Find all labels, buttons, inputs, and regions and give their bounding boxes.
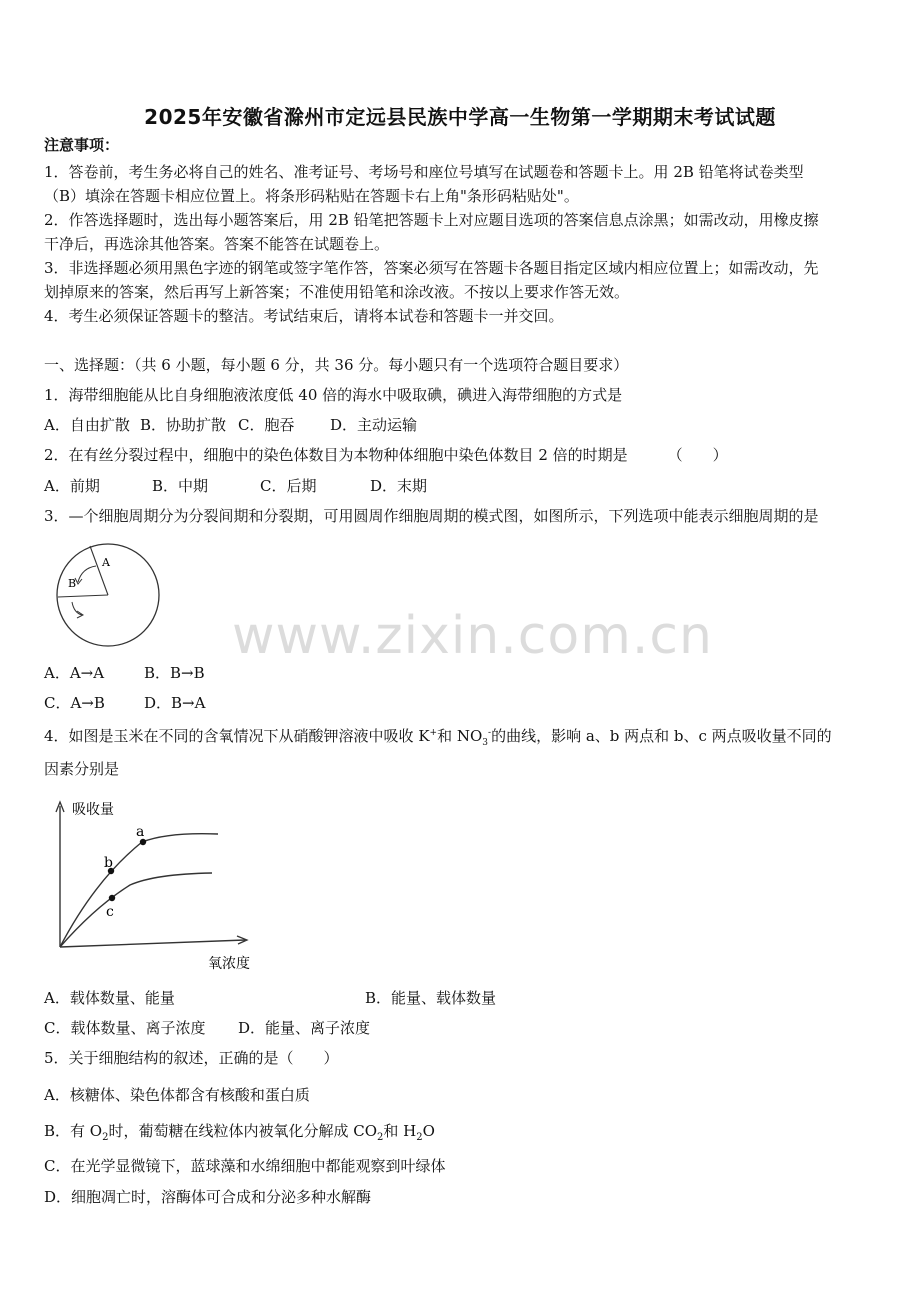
label-b: b xyxy=(104,855,113,871)
page-title: 2025年安徽省滁州市定远县民族中学高一生物第一学期期末考试试题 xyxy=(144,105,776,129)
label-a: a xyxy=(136,824,145,840)
option-c: C．A→B xyxy=(44,694,105,712)
section-heading: 一、选择题：（共 6 小题，每小题 6 分，共 36 分。每小题只有一个选项符合题目要求） xyxy=(44,356,629,374)
question-2-options xyxy=(44,476,427,496)
notes-line: 4．考生必须保证答题卡的整洁。考试结束后，请将本试卷和答题卡一并交回。 xyxy=(44,307,564,325)
option-c: C．在光学显微镜下，蓝球藻和水绵细胞中都能观察到叶绿体 xyxy=(44,1157,446,1175)
point-c xyxy=(109,895,115,901)
cell-cycle-figure xyxy=(52,540,166,650)
option-a: A．前期 xyxy=(44,477,100,495)
subscript-2: 2 xyxy=(377,1132,384,1143)
stem-text: 和 NO xyxy=(437,727,483,745)
question-3-stem: 3．—个细胞周期分为分裂间期和分裂期，可用圆周作细胞周期的模式图，如图所示，下列选项中能表示细胞周期的是 xyxy=(44,507,819,525)
superscript-plus: + xyxy=(429,728,438,738)
option-text: O xyxy=(422,1122,435,1140)
label-b: B xyxy=(68,577,77,590)
option-d: D．末期 xyxy=(370,477,428,495)
option-b: B．能量、载体数量 xyxy=(365,989,497,1007)
question-4-stem-line-2: 因素分别是 xyxy=(44,760,120,778)
option-d: D．主动运输 xyxy=(330,416,418,434)
label-c: c xyxy=(106,904,114,920)
question-3-options-row-2 xyxy=(44,693,205,713)
option-b: B．协助扩散 xyxy=(140,416,227,434)
option-c: C．载体数量、离子浓度 xyxy=(44,1019,206,1037)
notes-line: 干净后，再选涂其他答案。答案不能答在试题卷上。 xyxy=(44,235,390,253)
notes-line: 1．答卷前，考生务必将自己的姓名、准考证号、考场号和座位号填写在试题卷和答题卡上。用 2B 铅笔将试卷类型 xyxy=(44,163,804,181)
curve-lower xyxy=(60,873,212,947)
radius-line-a xyxy=(90,546,108,595)
stem-text: 的曲线，影响 a、b 两点和 b、c 两点吸收量不同的 xyxy=(491,727,832,745)
question-2-stem xyxy=(44,445,728,465)
option-b xyxy=(44,1121,435,1148)
option-d: D．B→A xyxy=(144,694,206,712)
question-1-options xyxy=(44,415,417,435)
curve-upper xyxy=(60,834,218,947)
y-axis-label: 吸收量 xyxy=(72,802,114,818)
option-b: B．中期 xyxy=(152,477,209,495)
absorption-curve-figure xyxy=(40,792,270,972)
question-3-options-row-1 xyxy=(44,663,205,683)
label-a: A xyxy=(102,556,110,569)
notes-line: 3．非选择题必须用黑色字迹的钢笔或签字笔作答，答案必须写在答题卡各题目指定区域内相应位置上；如需改动，先 xyxy=(44,259,819,277)
option-c: C．胞吞 xyxy=(238,416,295,434)
answer-blank: （ ） xyxy=(667,446,728,464)
question-4-options-row-2 xyxy=(44,1018,370,1038)
subscript-2: 2 xyxy=(416,1132,423,1143)
question-4-options-row-1 xyxy=(44,988,496,1008)
option-d: D．能量、离子浓度 xyxy=(238,1019,371,1037)
subscript-3: 3 xyxy=(482,738,489,748)
option-text: 和 H xyxy=(383,1122,417,1140)
question-4-stem xyxy=(44,723,832,753)
option-a: A．载体数量、能量 xyxy=(44,989,175,1007)
subscript-2: 2 xyxy=(102,1132,109,1143)
notes-line: 划掉原来的答案，然后再写上新答案；不准使用铅笔和涂改液。不按以上要求作答无效。 xyxy=(44,283,630,301)
option-a: A．A→A xyxy=(44,664,105,682)
watermark: www.zixin.com.cn xyxy=(232,606,713,666)
notes-line: （B）填涂在答题卡相应位置上。将条形码粘贴在答题卡右上角"条形码粘贴处"。 xyxy=(44,187,579,205)
question-5-stem: 5．关于细胞结构的叙述，正确的是（ ） xyxy=(44,1049,339,1067)
notes-heading: 注意事项： xyxy=(44,136,120,154)
option-b: B．B→B xyxy=(144,664,205,682)
option-a: A．自由扩散 xyxy=(44,416,130,434)
question-1-stem: 1．海带细胞能从比自身细胞液浓度低 40 倍的海水中吸取碘，碘进入海带细胞的方式是 xyxy=(44,386,623,404)
option-c: C．后期 xyxy=(260,477,317,495)
question-2-text: 2．在有丝分裂过程中，细胞中的染色体数目为本物种体细胞中染色体数目 2 倍的时期是 xyxy=(44,446,628,464)
option-text: B．有 O xyxy=(44,1122,103,1140)
x-axis xyxy=(60,940,245,947)
radius-line-b xyxy=(58,595,108,597)
stem-text: 4．如图是玉米在不同的含氧情况下从硝酸钾溶液中吸收 K xyxy=(44,727,430,745)
superscript-minus: - xyxy=(488,728,492,738)
x-axis-label: 氧浓度 xyxy=(208,956,250,972)
option-d: D．细胞凋亡时，溶酶体可合成和分泌多种水解酶 xyxy=(44,1188,372,1206)
option-text: 时，葡萄糖在线粒体内被氧化分解成 CO xyxy=(108,1122,378,1140)
notes-line: 2．作答选择题时，选出每小题答案后，用 2B 铅笔把答题卡上对应题目选项的答案信息点涂黑；如需改动，用橡皮擦 xyxy=(44,211,819,229)
arrow-a-curve xyxy=(78,566,96,582)
option-a: A．核糖体、染色体都含有核酸和蛋白质 xyxy=(44,1086,310,1104)
